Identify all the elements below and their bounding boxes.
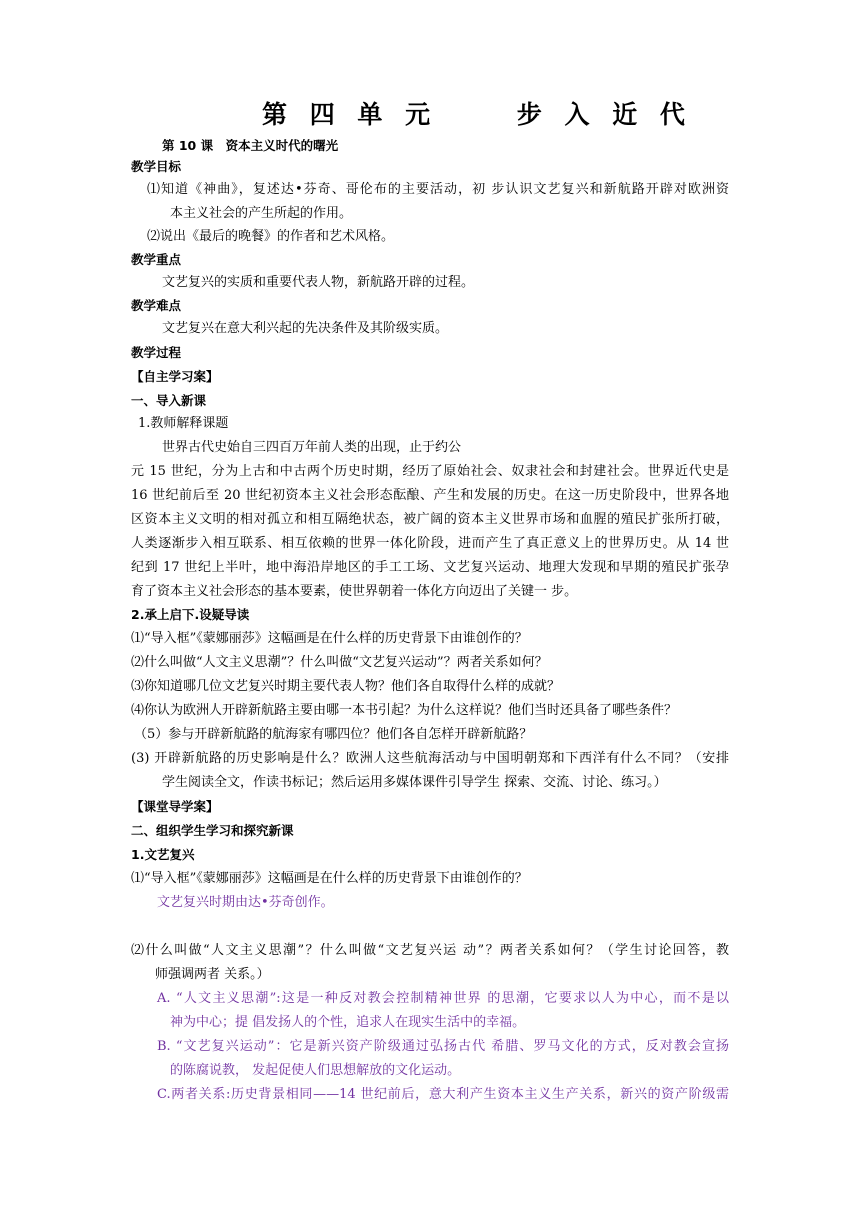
key-points-heading: 教学重点 (131, 252, 182, 267)
guide-question: (3) 开辟新航路的历史影响是什么？欧洲人这些航海活动与中国明朝郑和下西洋有什么不同？（安排 (131, 751, 729, 766)
answer-2-b: B. “文艺复兴运动”：它是新兴资产阶级通过弘扬古代 希腊、罗马文化的方式，反对教会宣扬 (157, 1039, 729, 1054)
explore-heading: 二、组织学生学习和探究新课 (131, 823, 294, 838)
intro-sub-2: 2.承上启下.设疑导读 (131, 607, 250, 622)
section-renaissance: 1.文艺复兴 (131, 847, 195, 862)
guide-question: ⑶你知道哪几位文艺复兴时期主要代表人物？他们各自取得什么样的成就？ (131, 679, 561, 694)
difficulties-heading: 教学难点 (131, 298, 182, 313)
intro-para-line: 元 15 世纪，分为上古和中古两个历史时期，经历了原始社会、奴隶社会和封建社会。世界近代史是 (131, 464, 729, 479)
unit-title: 第 四 单 元 步 入 近 代 (262, 100, 692, 129)
answer-2-a: A. “人文主义思潮”:这是一种反对教会控制精神世界 的思潮，它要求以人为中心，而不是以 (157, 991, 729, 1006)
guide-question: ⑴“导入框”《蒙娜丽莎》这幅画是在什么样的历史背景下由谁创作的？ (131, 631, 528, 646)
goals-heading: 教学目标 (131, 159, 182, 174)
classroom-heading: 【课堂导学案】 (131, 799, 219, 814)
difficulties-text: 文艺复兴在意大利兴起的先决条件及其阶级实质。 (162, 321, 449, 336)
guide-question: （5）参与开辟新航路的航海家有哪四位？他们各自怎样开辟新航路？ (134, 727, 533, 742)
lesson-title: 第 10 课 资本主义时代的曙光 (162, 138, 339, 153)
guide-question: ⑷你认为欧洲人开辟新航路主要由哪一本书引起？为什么这样说？他们当时还具备了哪些条件？ (131, 703, 678, 718)
intro-para-line: 区资本主义文明的相对孤立和相互隔绝状态，被广阔的资本主义世界市场和血腥的殖民扩张所打破， (131, 512, 729, 527)
guide-question: ⑵什么叫做“人文主义思潮”？什么叫做“文艺复兴运动”？两者关系如何？ (131, 655, 548, 670)
goal-item-2: ⑵说出《最后的晚餐》的作者和艺术风格。 (147, 229, 395, 244)
intro-heading: 一、导入新课 (131, 393, 207, 408)
answer-2-b-cont: 的陈腐说教， 发起促使人们思想解放的文化运动。 (170, 1063, 461, 1078)
class-question-1: ⑴“导入框”《蒙娜丽莎》这幅画是在什么样的历史背景下由谁创作的？ (131, 871, 528, 886)
class-question-2-cont: 师强调两者 关系。） (155, 967, 270, 982)
answer-2-c: C.两者关系:历史背景相同——14 世纪前后，意大利产生资本主义生产关系，新兴的资产阶级需 (157, 1087, 729, 1102)
intro-sub-1: 1.教师解释课题 (138, 416, 229, 431)
intro-para-line: 纪到 17 世纪上半叶，地中海沿岸地区的手工工场、文艺复兴运动、地理大发现和早期的殖民扩张孕 (131, 560, 729, 575)
goal-item-1: ⑴知道《神曲》，复述达•芬奇、哥伦布的主要活动，初 步认识文艺复兴和新航路开辟对欧洲资 (147, 182, 729, 197)
key-points-text: 文艺复兴的实质和重要代表人物，新航路开辟的过程。 (162, 275, 475, 290)
intro-para-line: 16 世纪前后至 20 世纪初资本主义社会形态酝酿、产生和发展的历史。在这一历史阶段中，世界各地 (131, 488, 729, 503)
process-heading: 教学过程 (131, 345, 182, 360)
intro-para-line: 人类逐渐步入相互联系、相互依赖的世界一体化阶段，进而产生了真正意义上的世界历史。从 14 世 (131, 536, 729, 551)
goal-item-1-cont: 本主义社会的产生所起的作用。 (170, 206, 353, 221)
answer-1: 文艺复兴时期由达•芬奇创作。 (157, 895, 334, 910)
self-study-heading: 【自主学习案】 (131, 369, 219, 384)
answer-2-a-cont: 神为中心；提 倡发扬人的个性，追求人在现实生活中的幸福。 (170, 1015, 526, 1030)
intro-para-line: 世界古代史始自三四百万年前人类的出现，止于约公 (162, 440, 462, 455)
class-question-2: ⑵什么叫做“人文主义思潮”？什么叫做“文艺复兴运 动”？两者关系如何？（学生讨论回答，教 (131, 943, 729, 958)
intro-para-line: 育了资本主义社会形态的基本要素，使世界朝着一体化方向迈出了关键一 步。 (131, 584, 578, 599)
guide-question-cont: 学生阅读全文，作读书标记；然后运用多媒体课件引导学生 探索、交流、讨论、练习。） (162, 775, 667, 790)
